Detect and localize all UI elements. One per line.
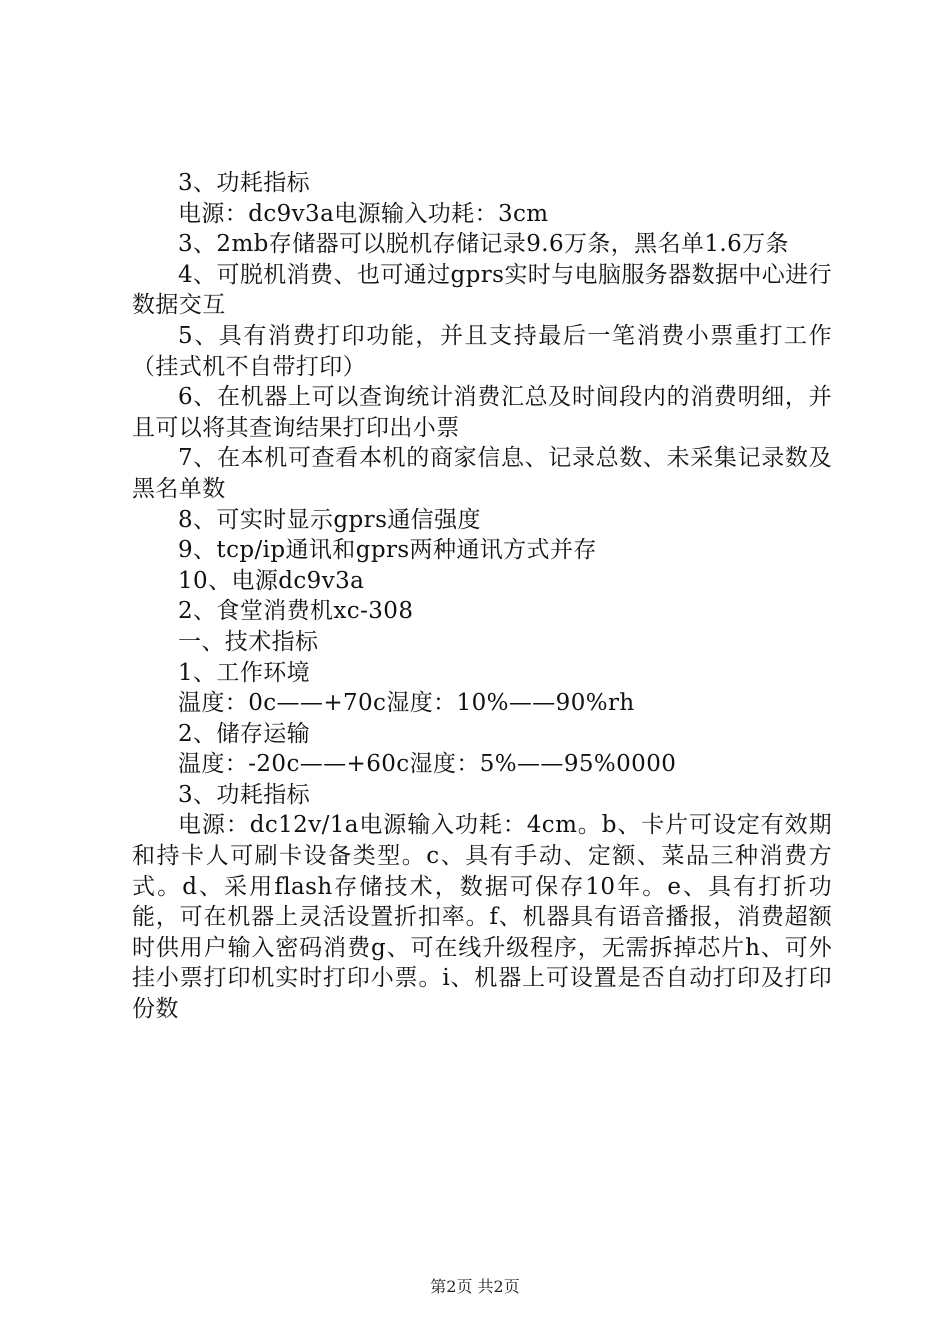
paragraph: 6、在机器上可以查询统计消费汇总及时间段内的消费明细，并且可以将其查询结果打印出小票 [132,384,832,441]
paragraph: 2、储存运输 [178,720,311,747]
paragraph: 温度：0c——+70c湿度：10%——90%rh [178,690,635,717]
paragraph: 一、技术指标 [178,628,319,655]
paragraph: 电源：dc12v/1a电源输入功耗：4cm。b、卡片可设定有效期和持卡人可刷卡设备类型。c、具有手动、定额、菜品三种消费方式。d、采用flash存储技术，数据可保存10年。e、具有打折功能，可在机器上灵活设置折扣率。f、机器具有语音播报，消费超额时供用户输入密码消费g、可在线升级程序，无需拆掉芯片h、可外挂小票打印机实时打印小票。i、机器上可设置是否自动打印及打印份数 [132,812,832,1023]
paragraph: 8、可实时显示gprs通信强度 [178,506,481,533]
paragraph: 9、tcp/ip通讯和gprs两种通讯方式并存 [178,537,597,564]
paragraph: 7、在本机可查看本机的商家信息、记录总数、未采集记录数及黑名单数 [132,445,832,502]
paragraph: 5、具有消费打印功能，并且支持最后一笔消费小票重打工作（挂式机不自带打印） [132,322,832,380]
paragraph: 3、功耗指标 [178,170,311,196]
paragraph: 10、电源dc9v3a [178,567,365,594]
paragraph: 2、食堂消费机xc-308 [178,598,414,625]
document-body [132,168,832,1025]
paragraph: 电源：dc9v3a电源输入功耗：3cm [178,200,549,227]
page-footer [0,1274,950,1297]
paragraph: 4、可脱机消费、也可通过gprs实时与电脑服务器数据中心进行数据交互 [132,261,832,319]
page-number: 第2页 共2页 [430,1277,520,1296]
paragraph: 1、工作环境 [178,659,311,686]
paragraph: 温度：-20c——+60c湿度：5%——95%0000 [178,751,677,778]
paragraph: 3、功耗指标 [178,781,311,808]
paragraph: 3、2mb存储器可以脱机存储记录9.6万条，黑名单1.6万条 [178,231,789,258]
